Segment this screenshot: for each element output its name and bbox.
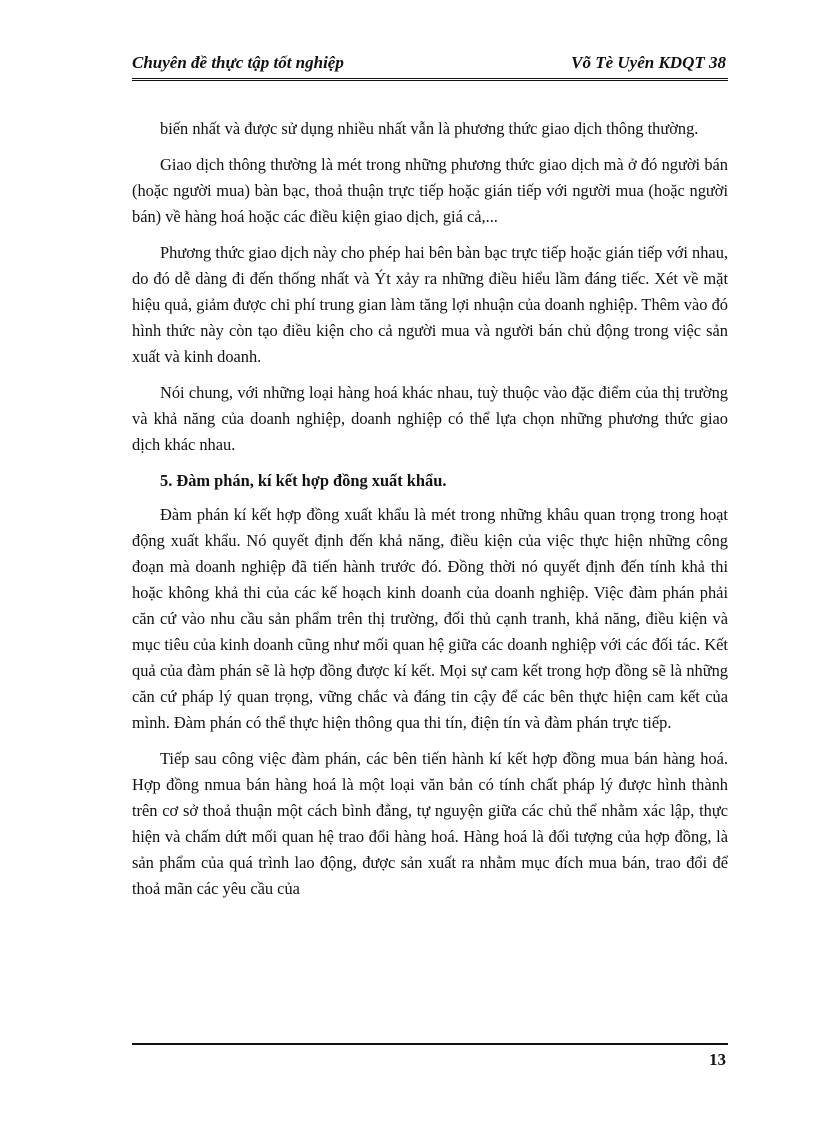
paragraph-continuation: biến nhất và được sử dụng nhiều nhất vẫn là phương thức giao dịch thông thường. (160, 119, 699, 138)
header-author: Võ Tè Uyên KDQT 38 (571, 53, 726, 72)
paragraph: Đàm phán kí kết hợp đồng xuất khẩu là mét trong những khâu quan trọng trong hoạt động xuất khẩu. Nó quyết định đến khả năng, điều kiện của việc thực hiện những công đoạn mà doanh nghiệp đã tiến hành trước đó. Đồng thời nó quyết định đến tính khả thi hoặc không khả thi của các kế hoạch kinh doanh của doanh nghiệp. Việc đàm phán phải căn cứ vào nhu cầu sản phẩm trên thị trường, đối thủ cạnh tranh, khả năng, điều kiện và mục tiêu của kinh doanh cũng như mối quan hệ giữa các doanh nghiệp với các đối tác. Kết quả của đàm phán sẽ là hợp đồng được kí kết. Mọi sự cam kết trong hợp đồng sẽ là những căn cứ pháp lý quan trọng, vững chắc và đáng tin cậy để các bên thực hiện cam kết của mình. Đàm phán có thể thực hiện thông qua thi tín, điện tín và đàm phán trực tiếp. (132, 505, 728, 732)
body-text (132, 116, 728, 912)
paragraph: Phương thức giao dịch này cho phép hai bên bàn bạc trực tiếp hoặc gián tiếp với nhau, do đó dễ dàng đi đến thống nhất và Ýt xảy ra những điều hiểu lầm đáng tiếc. Xét về mặt hiệu quả, giảm được chi phí trung gian làm tăng lợi nhuận của doanh nghiệp. Thêm vào đó hình thức này còn tạo điều kiện cho cả người mua và người bán chủ động trong việc sản xuất và kinh doanh. (132, 243, 728, 366)
paragraph: Tiếp sau công việc đàm phán, các bên tiến hành kí kết hợp đồng mua bán hàng hoá. Hợp đồng nmua bán hàng hoá là một loại văn bản có tính chất pháp lý được hình thành trên cơ sở thoả thuận một cách bình đẳng, tự nguyện giữa các chủ thể nhằm xác lập, thực hiện và chấm dứt mối quan hệ trao đổi hàng hoá. Hàng hoá là đối tượng của hợp đồng, là sản phẩm của quá trình lao động, được sản xuất ra nhằm mục đích mua bán, trao đổi để thoả mãn các yêu cầu của (132, 749, 728, 898)
paragraph: Nói chung, với những loại hàng hoá khác nhau, tuỳ thuộc vào đặc điểm của thị trường và khả năng của doanh nghiệp, doanh nghiệp có thể lựa chọn những phương thức giao dịch khác nhau. (132, 383, 728, 454)
header-title: Chuyên đề thực tập tốt nghiệp (132, 53, 344, 72)
section-heading: 5. Đàm phán, kí kết hợp đồng xuất khẩu. (160, 471, 447, 490)
page-number: 13 (709, 1050, 726, 1069)
page-header (132, 50, 728, 81)
paragraph: Giao dịch thông thường là mét trong những phương thức giao dịch mà ở đó người bán (hoặc người mua) bàn bạc, thoả thuận trực tiếp hoặc gián tiếp với người mua (hoặc người bán) về hàng hoá hoặc các điều kiện giao dịch, giá cả,... (132, 155, 728, 226)
footer-divider (132, 1043, 728, 1045)
